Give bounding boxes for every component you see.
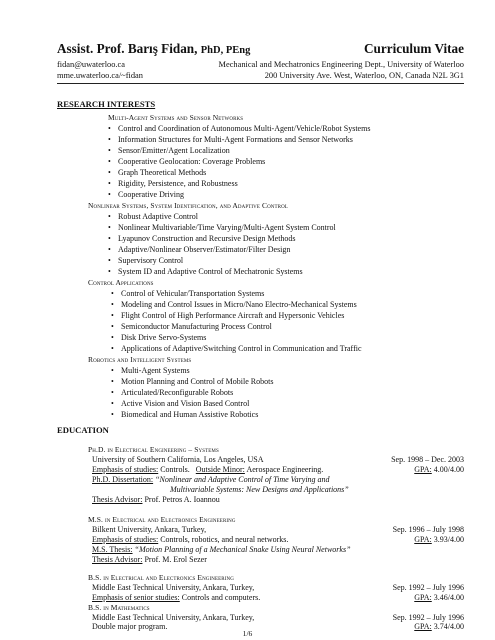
research-item: • Articulated/Reconfigurable Robots: [121, 388, 233, 397]
ms-advisor: [92, 555, 207, 564]
research-item: • Modeling and Control Issues in Micro/Nano Electro-Mechanical Systems: [121, 300, 357, 309]
ms-dates: Sep. 1996 – July 1998: [392, 525, 464, 534]
bs-ee-school: Middle East Technical University, Ankara, Turkey,: [92, 583, 255, 592]
phd-school: University of Southern California, Los Angeles, USA: [92, 455, 264, 464]
research-item: • Biomedical and Human Assistive Robotics: [121, 410, 258, 419]
research-group-title: Nonlinear Systems, System Identification, and Adaptive Control: [88, 201, 288, 210]
research-item: • Adaptive/Nonlinear Observer/Estimator/Filter Design: [118, 245, 290, 254]
ms-emphasis-label: Emphasis of studies:: [92, 535, 159, 544]
contact-line-1: [57, 60, 464, 69]
research-group-title: Multi-Agent Systems and Sensor Networks: [108, 113, 244, 122]
phd-emphasis: [92, 465, 323, 474]
research-interests-heading: RESEARCH INTERESTS: [57, 99, 156, 109]
phd-advisor-label: Thesis Advisor:: [92, 495, 143, 504]
research-item: • Rigidity, Persistence, and Robustness: [118, 179, 238, 188]
phd-dissertation-label: Ph.D. Dissertation:: [92, 475, 154, 484]
contact-line-2: [57, 71, 464, 80]
phd-gpa-label: GPA:: [414, 465, 432, 474]
research-item: • Flight Control of High Performance Aircraft and Hypersonic Vehicles: [121, 311, 344, 320]
email: fidan@uwaterloo.ca: [57, 60, 125, 69]
author-name-line: [57, 41, 250, 57]
bs-math-degree: B.S. in Mathematics: [88, 603, 150, 612]
ms-school: Bilkent University, Ankara, Turkey,: [92, 525, 207, 534]
research-item: • Nonlinear Multivariable/Time Varying/Multi-Agent System Control: [118, 223, 336, 232]
phd-dates: Sep. 1998 – Dec. 2003: [391, 455, 464, 464]
author-credentials: PhD, PEng: [200, 45, 251, 56]
research-item: • Motion Planning and Control of Mobile Robots: [121, 377, 273, 386]
bs-ee-emphasis-label: Emphasis of senior studies:: [92, 593, 180, 602]
bs-ee-gpa-label: GPA:: [414, 593, 432, 602]
research-item: • Cooperative Driving: [118, 190, 184, 199]
bs-math-school: Middle East Technical University, Ankara, Turkey,: [92, 613, 255, 622]
bs-ee-emphasis-value: Controls and computers.: [179, 593, 261, 602]
research-item: • Information Structures for Multi-Agent Formations and Sensor Networks: [118, 135, 353, 144]
ms-thesis-label: M.S. Thesis:: [92, 545, 133, 554]
phd-advisor-value: Prof. Petros A. Ioannou: [142, 495, 220, 504]
author-name: Assist. Prof. Barış Fidan,: [57, 41, 198, 56]
research-group-title: Control Applications: [88, 278, 154, 287]
ms-degree: M.S. in Electrical and Electronics Engineering: [88, 515, 236, 524]
bs-ee-gpa: [414, 593, 464, 602]
bs-math-gpa-label: GPA:: [414, 622, 432, 631]
research-item: • System ID and Adaptive Control of Mechatronic Systems: [118, 267, 303, 276]
bs-ee-dates: Sep. 1992 – July 1996: [392, 583, 464, 592]
phd-dissertation-title-1: “Nonlinear and Adaptive Control of Time Varying and: [153, 475, 330, 484]
phd-degree: Ph.D. in Electrical Engineering – Systems: [88, 445, 219, 454]
research-item: • Control and Coordination of Autonomous Multi-Agent/Vehicle/Robot Systems: [118, 124, 370, 133]
research-item: • Graph Theoretical Methods: [118, 168, 206, 177]
document-type: Curriculum Vitae: [364, 41, 464, 56]
research-item: • Applications of Adaptive/Switching Control in Communication and Traffic: [121, 344, 362, 353]
bs-ee-emphasis: [92, 593, 260, 602]
research-item: • Disk Drive Servo-Systems: [121, 333, 206, 342]
research-item: • Active Vision and Vision Based Control: [121, 399, 249, 408]
phd-emphasis-label: Emphasis of studies:: [92, 465, 159, 474]
bs-math-dates: Sep. 1992 – July 1996: [392, 613, 464, 622]
ms-thesis: [92, 545, 351, 554]
website: mme.uwaterloo.ca/~fidan: [57, 71, 143, 80]
research-item: • Multi-Agent Systems: [121, 366, 190, 375]
phd-gpa-value: 4.00/4.00: [431, 465, 464, 474]
research-item: • Lyapunov Construction and Recursive Design Methods: [118, 234, 296, 243]
ms-gpa-value: 3.93/4.00: [431, 535, 464, 544]
research-item: • Robust Adaptive Control: [118, 212, 198, 221]
address: 200 University Ave. West, Waterloo, ON, Canada N2L 3G1: [264, 71, 464, 80]
page-number: 1/6: [242, 629, 253, 638]
phd-dissertation: [92, 475, 330, 484]
ms-emphasis-value: Controls, robotics, and neural networks.: [158, 535, 289, 544]
research-group-title: Robotics and Intelligent Systems: [88, 355, 192, 364]
phd-gpa: [414, 465, 464, 474]
cv-header-title: [57, 41, 464, 57]
research-item: • Cooperative Geolocation: Coverage Problems: [118, 157, 265, 166]
ms-emphasis: [92, 535, 288, 544]
bs-ee-degree: B.S. in Electrical and Electronics Engineering: [88, 573, 234, 582]
ms-advisor-value: Prof. M. Erol Sezer: [142, 555, 207, 564]
research-item: • Supervisory Control: [118, 256, 183, 265]
ms-thesis-title: “Motion Planning of a Mechanical Snake Using Neural Networks”: [132, 545, 351, 554]
phd-emphasis-value: Controls.: [158, 465, 190, 474]
header-divider: [57, 83, 464, 84]
research-item: • Control of Vehicular/Transportation Systems: [121, 289, 264, 298]
research-item: • Semiconductor Manufacturing Process Control: [121, 322, 272, 331]
phd-dissertation-title-2: Multivariable Systems: New Designs and Applications”: [170, 485, 349, 494]
phd-minor-label: Outside Minor:: [195, 465, 245, 474]
phd-advisor: [92, 495, 220, 504]
ms-gpa: [414, 535, 464, 544]
ms-advisor-label: Thesis Advisor:: [92, 555, 143, 564]
bs-math-note: Double major program.: [92, 622, 168, 631]
phd-minor-value: Aerospace Engineering.: [244, 465, 324, 474]
research-item: • Sensor/Emitter/Agent Localization: [118, 146, 230, 155]
education-heading: EDUCATION: [57, 425, 109, 435]
bs-math-gpa-value: 3.74/4.00: [431, 622, 464, 631]
bs-ee-gpa-value: 3.46/4.00: [431, 593, 464, 602]
ms-gpa-label: GPA:: [414, 535, 432, 544]
department: Mechanical and Mechatronics Engineering Dept., University of Waterloo: [218, 60, 464, 69]
